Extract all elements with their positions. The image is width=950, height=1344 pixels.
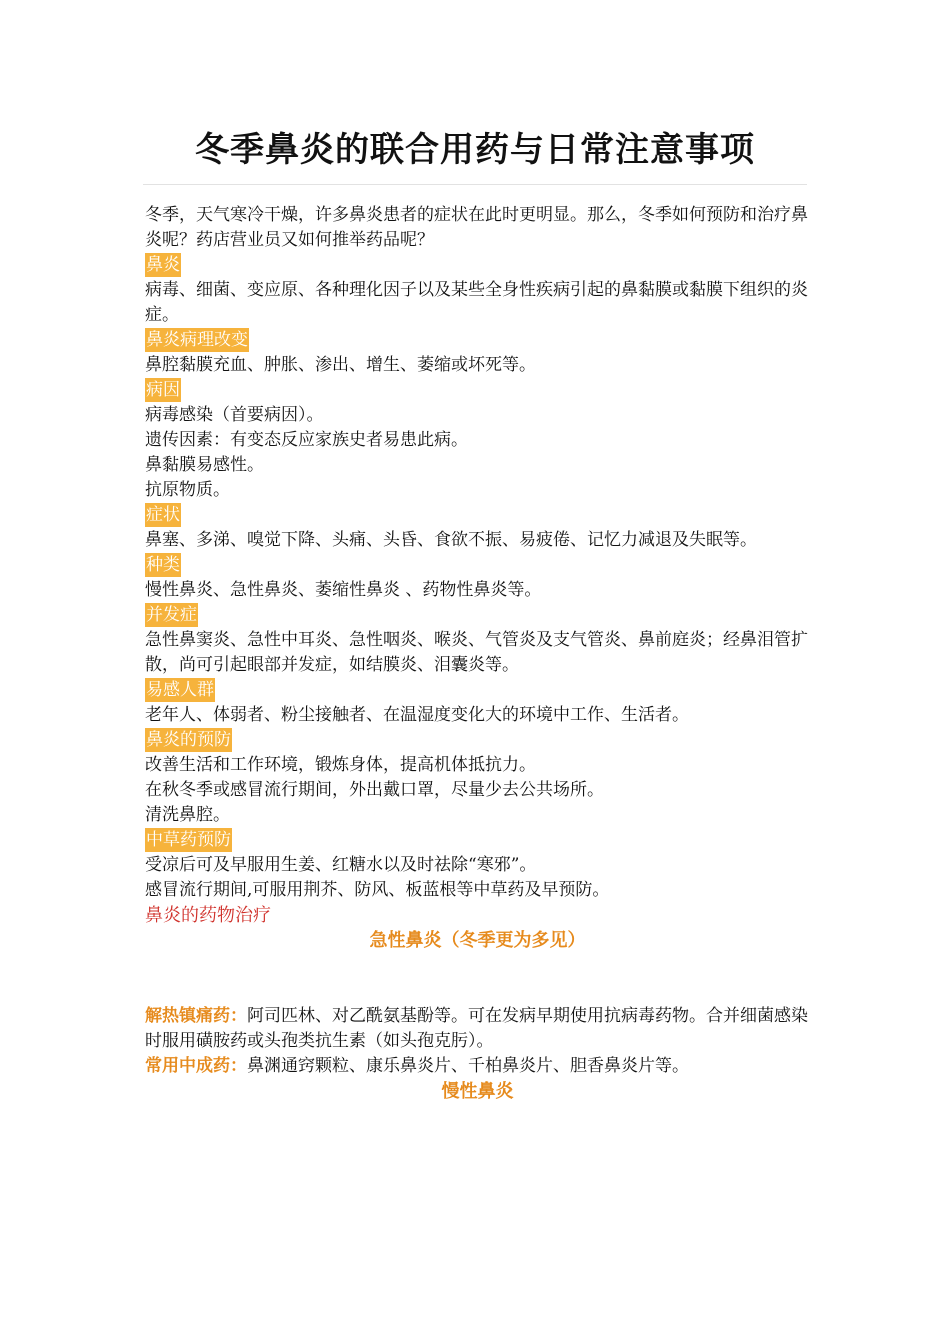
acute-rhinitis-heading: 急性鼻炎（冬季更为多见） — [369, 930, 586, 951]
section-line: 抗原物质。 — [145, 480, 230, 500]
section-line: 在秋冬季或感冒流行期间，外出戴口罩，尽量少去公共场所。 — [145, 780, 604, 800]
section-line: 老年人、体弱者、粉尘接触者、在温湿度变化大的环境中工作、生活者。 — [145, 705, 689, 725]
section-line: 改善生活和工作环境，锻炼身体，提高机体抵抗力。 — [145, 755, 536, 775]
section-line: 鼻黏膜易感性。 — [145, 455, 264, 475]
section-causes — [145, 378, 810, 503]
section-heading: 鼻炎的预防 — [146, 730, 231, 750]
section-rhinitis — [145, 253, 810, 328]
section-line: 急性鼻窦炎、急性中耳炎、急性咽炎、喉炎、气管炎及支气管炎、鼻前庭炎；经鼻泪管扩散，尚可引起眼部并发症，如结膜炎、泪囊炎等。 — [145, 630, 808, 675]
section-types — [145, 553, 810, 603]
treatment-heading: 鼻炎的药物治疗 — [145, 905, 271, 926]
section-line: 受凉后可及早服用生姜、红糖水以及时祛除“寒邪”。 — [145, 855, 537, 875]
section-line: 慢性鼻炎、急性鼻炎、萎缩性鼻炎 、药物性鼻炎等。 — [145, 580, 542, 600]
treatment-text: 鼻渊通窍颗粒、康乐鼻炎片、千柏鼻炎片、胆香鼻炎片等。 — [247, 1056, 689, 1076]
section-herbal-prevention — [145, 828, 810, 903]
section-complications — [145, 603, 810, 678]
chronic-rhinitis-heading: 慢性鼻炎 — [441, 1081, 514, 1102]
section-line: 鼻塞、多涕、嗅觉下降、头痛、头昏、食欲不振、易疲倦、记忆力减退及失眠等。 — [145, 530, 757, 550]
document-body — [145, 203, 810, 1105]
blank-space — [145, 954, 810, 1004]
section-pathology — [145, 328, 810, 378]
section-heading: 种类 — [146, 555, 180, 575]
treatment-item-tcm — [145, 1054, 810, 1079]
section-heading: 症状 — [146, 505, 180, 525]
treatment-label: 常用中成药： — [145, 1056, 247, 1076]
section-line: 遗传因素：有变态反应家族史者易患此病。 — [145, 430, 468, 450]
section-heading: 鼻炎 — [146, 255, 180, 275]
title-divider — [143, 184, 807, 185]
section-line: 感冒流行期间,可服用荆芥、防风、板蓝根等中草药及早预防。 — [145, 880, 610, 900]
section-susceptible — [145, 678, 810, 728]
section-line: 病毒、细菌、变应原、各种理化因子以及某些全身性疾病引起的鼻黏膜或黏膜下组织的炎症。 — [145, 280, 808, 325]
section-heading: 并发症 — [146, 605, 197, 625]
section-line: 清洗鼻腔。 — [145, 805, 230, 825]
treatment-text: 阿司匹林、对乙酰氨基酚等。可在发病早期使用抗病毒药物。合并细菌感染时服用磺胺药或头孢类抗生素（如头孢克肟）。 — [145, 1006, 808, 1051]
treatment-item-analgesic — [145, 1004, 810, 1054]
treatment-label: 解热镇痛药： — [145, 1006, 247, 1026]
section-symptoms — [145, 503, 810, 553]
section-line: 鼻腔黏膜充血、肿胀、渗出、增生、萎缩或坏死等。 — [145, 355, 536, 375]
section-heading: 易感人群 — [146, 680, 214, 700]
section-line: 病毒感染（首要病因）。 — [145, 405, 324, 425]
document-title: 冬季鼻炎的联合用药与日常注意事项 — [195, 130, 755, 170]
section-heading: 病因 — [146, 380, 180, 400]
section-heading: 鼻炎病理改变 — [146, 330, 248, 350]
intro-paragraph: 冬季，天气寒冷干燥，许多鼻炎患者的症状在此时更明显。那么，冬季如何预防和治疗鼻炎呢？药店营业员又如何推举药品呢？ — [145, 205, 808, 250]
section-prevention — [145, 728, 810, 828]
section-heading: 中草药预防 — [146, 830, 231, 850]
